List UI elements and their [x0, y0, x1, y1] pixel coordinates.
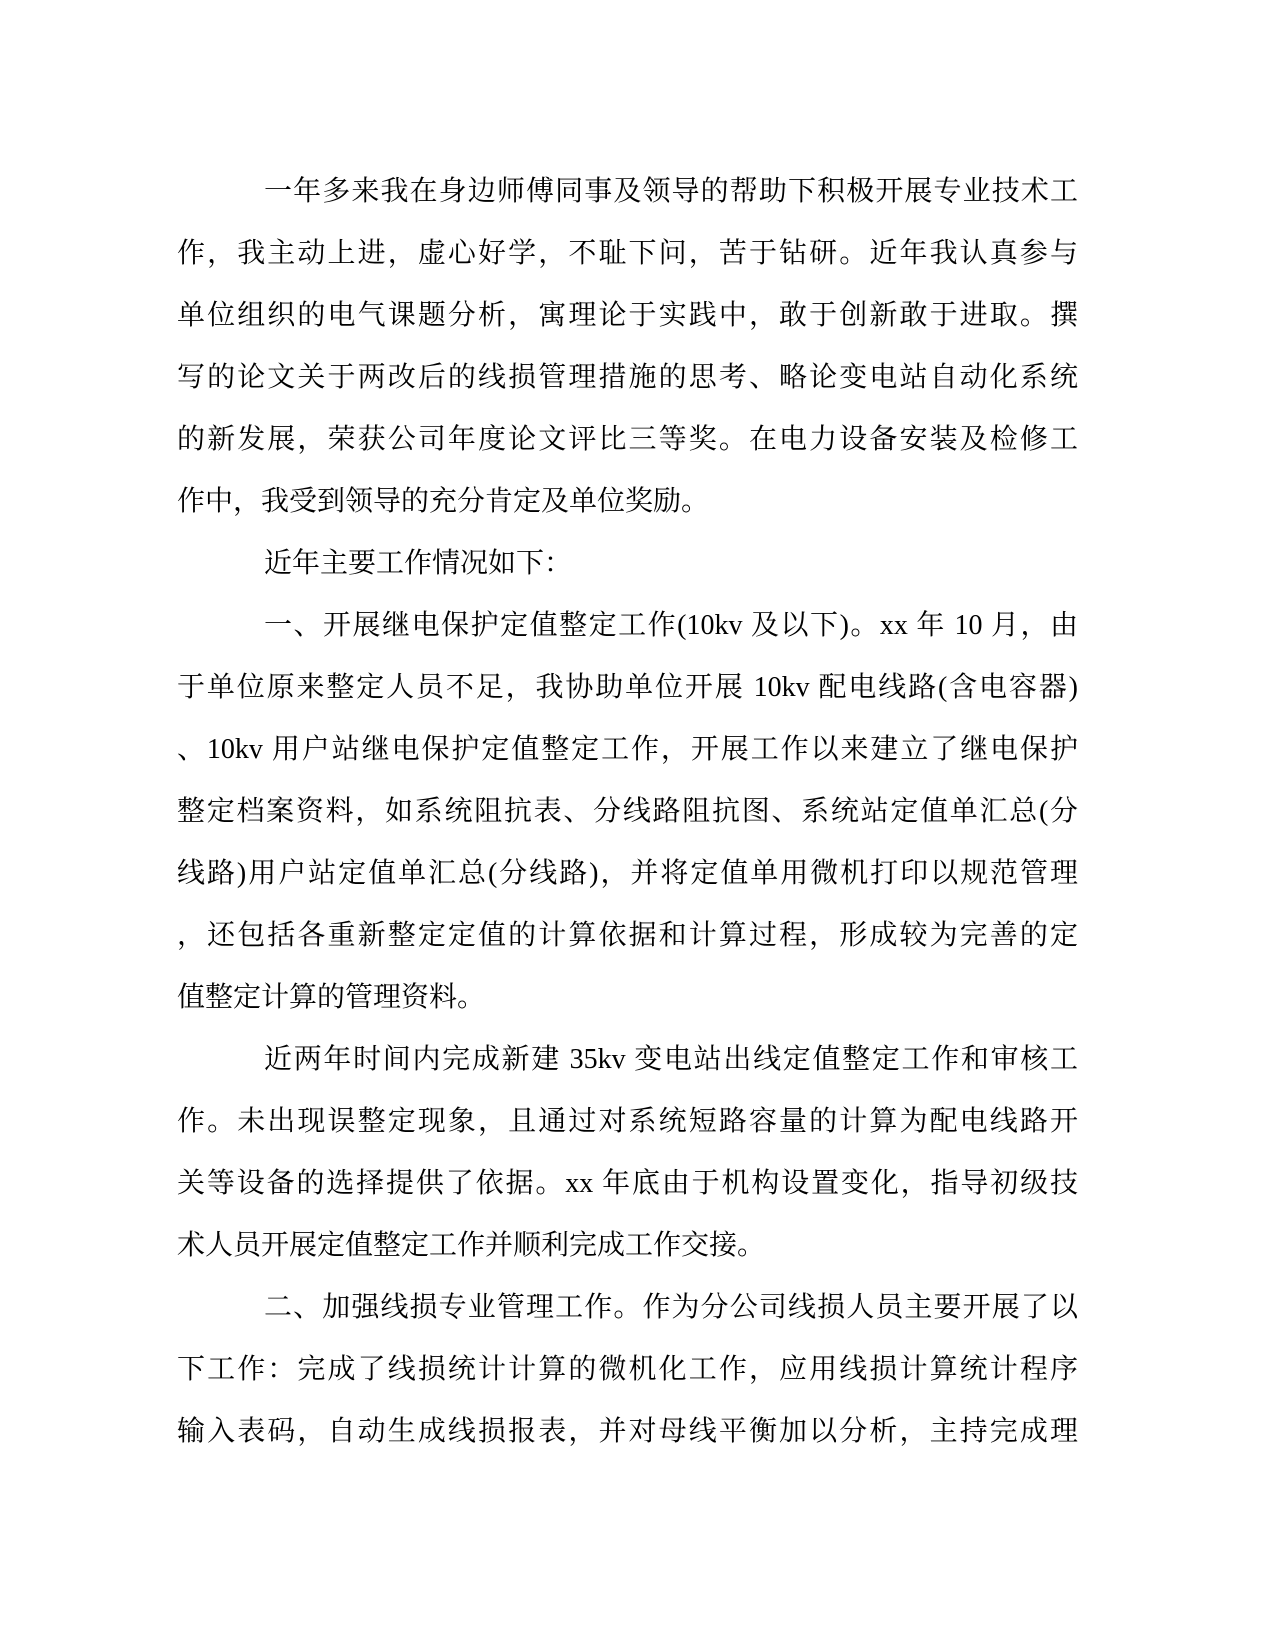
text-line: 整定档案资料，如系统阻抗表、分线路阻抗图、系统站定值单汇总(分 [177, 796, 1078, 827]
text-line: 的新发展，荣获公司年度论文评比三等奖。在电力设备安装及检修工 [177, 424, 1078, 455]
text-line: 近两年时间内完成新建 35kv 变电站出线定值整定工作和审核工 [264, 1044, 1078, 1075]
text-line: 、10kv 用户站继电保护定值整定工作，开展工作以来建立了继电保护 [177, 734, 1078, 765]
text-line: 一、开展继电保护定值整定工作(10kv 及以下)。xx 年 10 月，由 [264, 610, 1078, 641]
text-line: 一年多来我在身边师傅同事及领导的帮助下积极开展专业技术工 [264, 176, 1078, 207]
text-line: 术人员开展定值整定工作并顺利完成工作交接。 [177, 1230, 766, 1261]
text-line: 近年主要工作情况如下： [264, 548, 573, 579]
text-line: 作中，我受到领导的充分肯定及单位奖励。 [177, 486, 710, 517]
text-line: 线路)用户站定值单汇总(分线路)，并将定值单用微机打印以规范管理 [177, 858, 1078, 889]
text-line: 下工作：完成了线损统计计算的微机化工作，应用线损计算统计程序 [177, 1354, 1078, 1385]
text-line: 输入表码，自动生成线损报表，并对母线平衡加以分析，主持完成理 [177, 1416, 1078, 1447]
text-line: 关等设备的选择提供了依据。xx 年底由于机构设置变化，指导初级技 [177, 1168, 1078, 1199]
text-line: 二、加强线损专业管理工作。作为分公司线损人员主要开展了以 [264, 1292, 1078, 1323]
text-line: 作，我主动上进，虚心好学，不耻下问，苦于钻研。近年我认真参与 [177, 238, 1078, 269]
text-line: ，还包括各重新整定定值的计算依据和计算过程，形成较为完善的定 [177, 920, 1078, 951]
text-line: 作。未出现误整定现象，且通过对系统短路容量的计算为配电线路开 [177, 1106, 1078, 1137]
text-line: 写的论文关于两改后的线损管理措施的思考、略论变电站自动化系统 [177, 362, 1078, 393]
text-line: 于单位原来整定人员不足，我协助单位开展 10kv 配电线路(含电容器) [177, 672, 1078, 703]
document-body [177, 161, 1078, 1463]
text-line: 值整定计算的管理资料。 [177, 982, 486, 1013]
text-line: 单位组织的电气课题分析，寓理论于实践中，敢于创新敢于进取。撰 [177, 300, 1078, 331]
